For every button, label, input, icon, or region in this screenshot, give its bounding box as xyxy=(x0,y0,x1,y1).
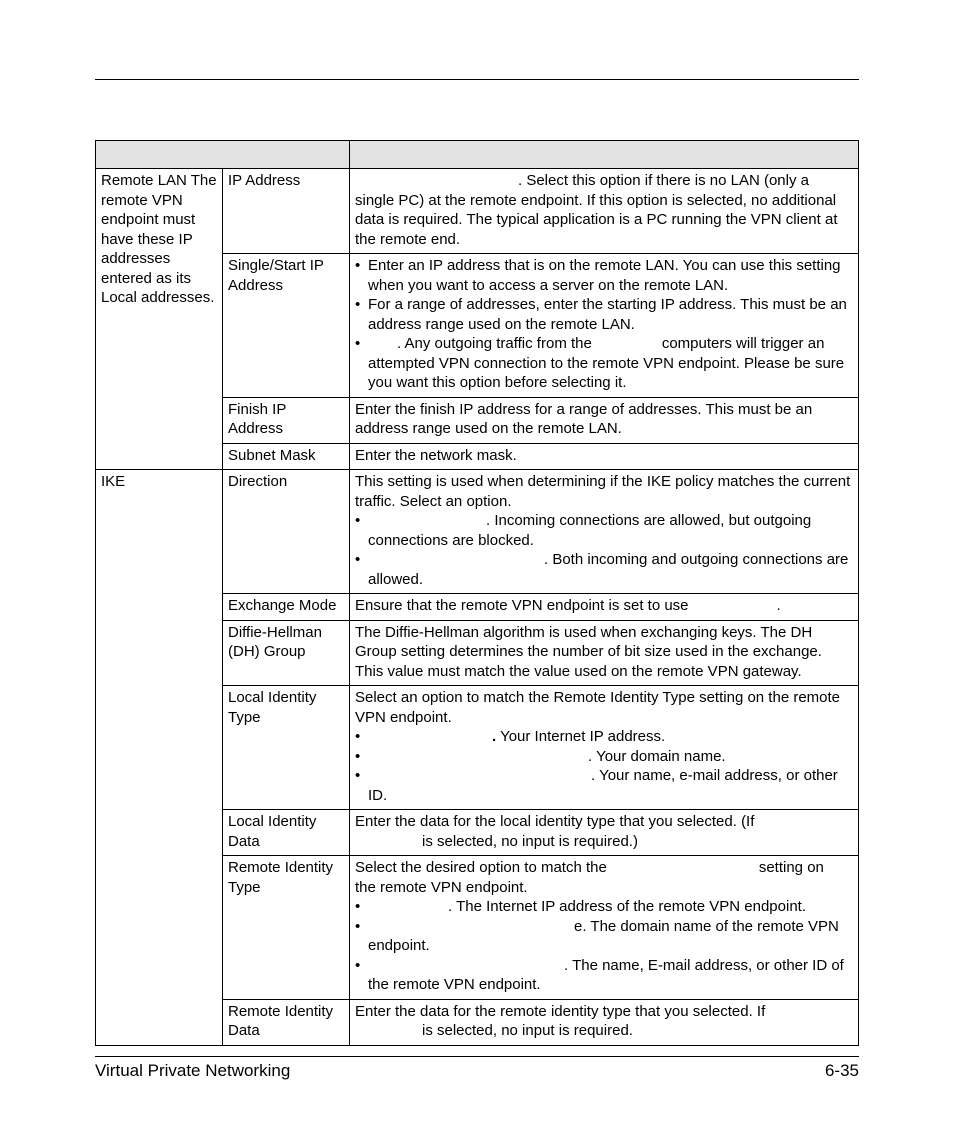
bullet-icon: • xyxy=(355,956,361,974)
field-remote-identity-data: Remote Identity Data xyxy=(223,999,350,1045)
desc-line: Select an option to match the Remote Identity Type setting on the remote VPN endpoint. xyxy=(355,689,841,726)
header-cell-setting xyxy=(96,141,350,169)
bullet-item xyxy=(355,766,853,805)
field-dh-group: Diffie-Hellman (DH) Group xyxy=(223,620,350,686)
bullet-text: . The name, E-mail address, or other ID of the remote VPN endpoint. xyxy=(368,956,844,993)
bullet-item xyxy=(355,334,853,393)
bullet-item xyxy=(355,256,853,295)
bullet-icon: • xyxy=(355,335,361,352)
bullet-icon: • xyxy=(355,898,361,915)
desc-text: . xyxy=(776,597,781,614)
bullet-text: e. The domain name of the remote VPN endpoint. xyxy=(368,917,839,954)
desc-line: Enter the data for the local identity type that you selected. (If xyxy=(355,813,755,830)
bullet-item xyxy=(355,511,853,550)
bullet-text: Enter an IP address that is on the remote LAN. You can use this setting when you want to access a server on the remote LAN. xyxy=(368,257,841,294)
desc-subnet-mask: Enter the network mask. xyxy=(350,443,859,470)
desc-line: the remote VPN endpoint. xyxy=(355,878,528,896)
desc-text: Select the desired option to match the xyxy=(355,859,607,876)
desc-line: . Select this option if there is no LAN (only a xyxy=(518,172,809,189)
bullet-item xyxy=(355,956,853,995)
footer-rule xyxy=(95,1056,859,1057)
bullet-item xyxy=(355,727,853,747)
desc-local-identity-type xyxy=(350,686,859,810)
bullet-item xyxy=(355,747,853,767)
field-single-start-ip: Single/Start IP Address xyxy=(223,254,350,398)
bullet-icon: • xyxy=(355,257,361,274)
desc-line xyxy=(355,858,853,878)
field-subnet-mask: Subnet Mask xyxy=(223,443,350,470)
bullet-item xyxy=(355,897,853,917)
desc-line: Enter the data for the remote identity type that you selected. If xyxy=(355,1002,766,1020)
field-exchange-mode: Exchange Mode xyxy=(223,594,350,621)
group-label-ike: IKE xyxy=(96,470,223,1046)
desc-text: Ensure that the remote VPN endpoint is set to use xyxy=(355,597,689,614)
bullet-text: . Both incoming and outgoing connections are allowed. xyxy=(368,551,849,588)
desc-direction xyxy=(350,470,859,594)
bullet-dot: . xyxy=(492,728,497,745)
bullet-text: . Your name, e-mail address, or other ID. xyxy=(368,767,838,804)
field-local-identity-type: Local Identity Type xyxy=(223,686,350,810)
bullet-text: . Your domain name. xyxy=(588,747,726,765)
bullet-item xyxy=(355,295,853,334)
desc-remote-identity-type xyxy=(350,856,859,1000)
bullet-text: . The Internet IP address of the remote VPN endpoint. xyxy=(448,898,806,915)
table-row xyxy=(96,470,859,594)
bullet-item xyxy=(355,550,853,589)
table-row xyxy=(96,169,859,254)
field-finish-ip: Finish IP Address xyxy=(223,397,350,443)
bullet-icon: • xyxy=(355,728,361,745)
bullet-text: computers will trigger an attempted VPN connection to the remote VPN endpoint. Please be sure you want this option before selecting it. xyxy=(368,335,845,391)
desc-single-start-ip xyxy=(350,254,859,398)
bullet-text: For a range of addresses, enter the starting IP address. This must be an address range used on the remote LAN. xyxy=(368,296,847,333)
desc-line: is selected, no input is required. xyxy=(422,1022,633,1039)
header-cell-description xyxy=(350,141,859,169)
desc-exchange-mode xyxy=(350,594,859,621)
field-remote-identity-type: Remote Identity Type xyxy=(223,856,350,1000)
bullet-icon: • xyxy=(355,296,361,313)
desc-dh-group: The Diffie-Hellman algorithm is used when exchanging keys. The DH Group setting determines the number of bit size used in the exchange. This value must match the value used on the remote VPN gateway. xyxy=(350,620,859,686)
header-rule xyxy=(95,79,859,80)
desc-text: setting on xyxy=(758,859,824,876)
desc-line: This setting is used when determining if the IKE policy matches the current traffic. Select an option. xyxy=(355,473,851,510)
desc-local-identity-data xyxy=(350,810,859,856)
desc-remote-identity-data xyxy=(350,999,859,1045)
desc-ip-address xyxy=(350,169,859,254)
footer-chapter-title: Virtual Private Networking xyxy=(95,1061,291,1080)
bullet-icon: • xyxy=(355,512,361,529)
bullet-text: Your Internet IP address. xyxy=(500,728,666,745)
desc-finish-ip: Enter the finish IP address for a range of addresses. This must be an address range used on the remote LAN. xyxy=(350,397,859,443)
group-label-remote-lan: Remote LAN The remote VPN endpoint must have these IP addresses entered as its Local addresses. xyxy=(96,169,223,470)
field-local-identity-data: Local Identity Data xyxy=(223,810,350,856)
bullet-icon: • xyxy=(355,767,361,784)
desc-line: single PC) at the remote endpoint. If this option is selected, no additional data is required. The typical application is a PC running the VPN client at the remote end. xyxy=(355,191,838,248)
bullet-icon: • xyxy=(355,917,361,935)
bullet-icon: • xyxy=(355,551,361,568)
settings-table xyxy=(95,140,859,1046)
field-direction: Direction xyxy=(223,470,350,594)
bullet-icon: • xyxy=(355,747,361,765)
bullet-item xyxy=(355,917,853,956)
field-ip-address: IP Address xyxy=(223,169,350,254)
table-header-row xyxy=(96,141,859,169)
desc-line: is selected, no input is required.) xyxy=(422,832,638,850)
footer-page-number: 6-35 xyxy=(824,1061,859,1080)
bullet-text: . Any outgoing traffic from the xyxy=(397,335,592,352)
bullet-text: . Incoming connections are allowed, but outgoing connections are blocked. xyxy=(368,512,812,549)
